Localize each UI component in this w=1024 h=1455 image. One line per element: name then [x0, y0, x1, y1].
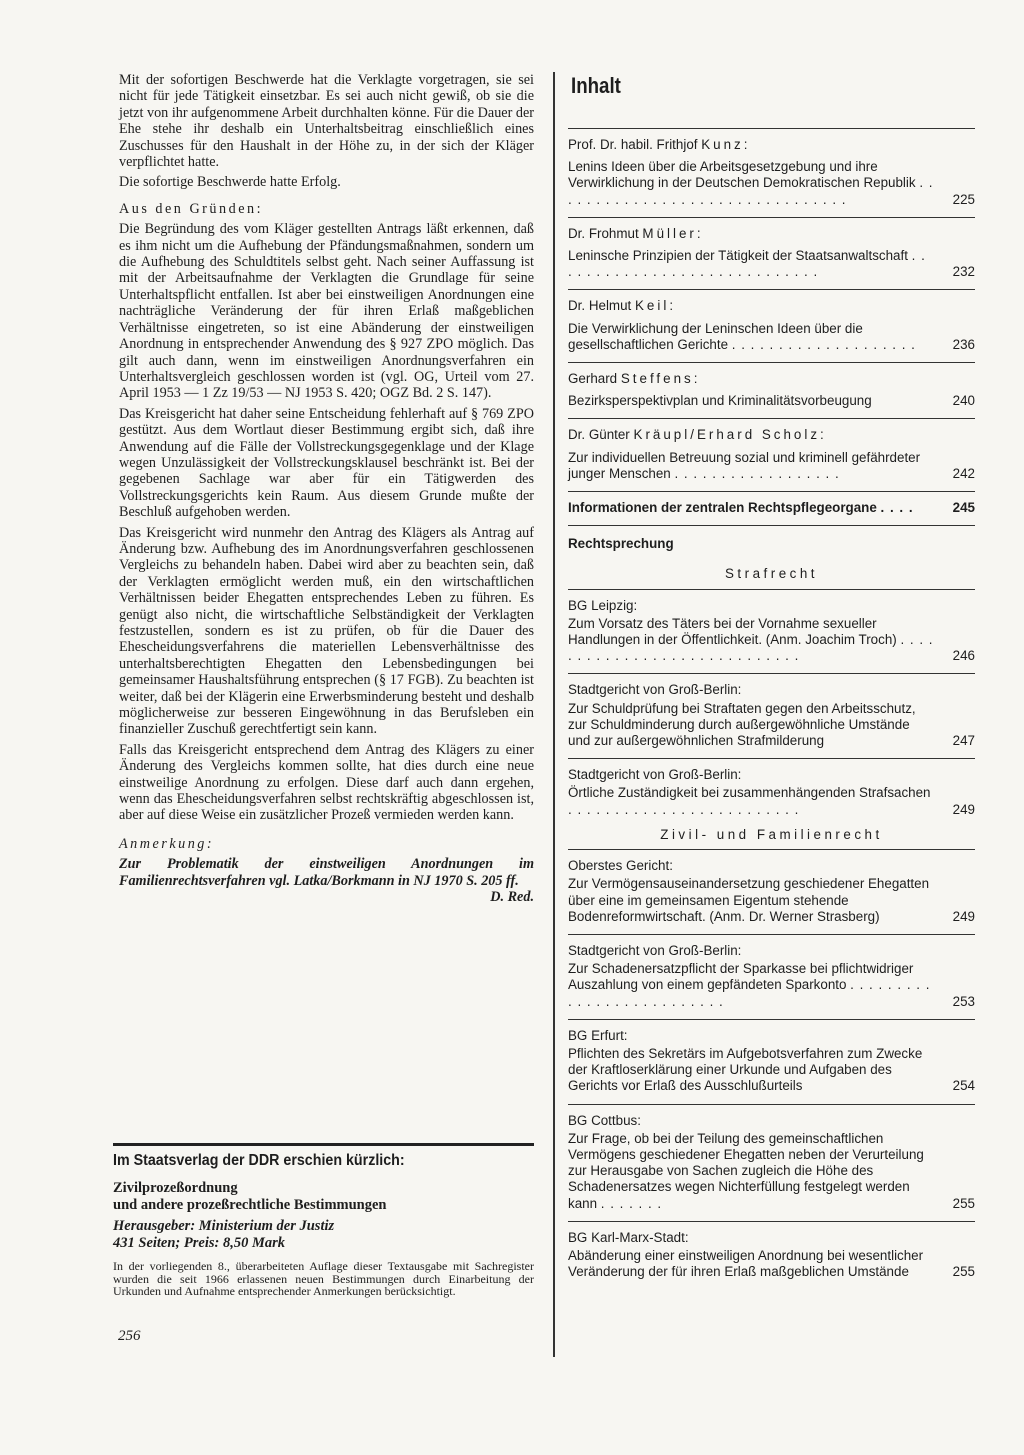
toc-author: Gerhard Steffens: — [568, 371, 698, 387]
toc-entry[interactable] — [568, 589, 975, 665]
toc-entry-text: Zur individuellen Betreuung sozial und kriminell gefährdeter junger Menschen — [568, 449, 921, 481]
toc-entry-title — [568, 1046, 975, 1095]
leader-dots: . . . . . . . . . . . . . . . . . . . . . . . . . . . . . — [568, 248, 926, 280]
leader-dots: . . . . . . . . . . . . . . . . . . . . . . . . . . . . . . . . — [568, 175, 934, 207]
toc-entry-text: Zur Schuldprüfung bei Straftaten gegen den Arbeitsschutz, zur Schuldminderung durch außergewöhnliche Umstände und zur außergewöhnlichen Strafmilderung — [568, 700, 916, 749]
toc-entry-text: Zur Schadenersatzpflicht der Sparkasse bei pflichtwidriger Auszahlung von einem gepfändeten Sparkonto — [568, 961, 914, 993]
toc-page-number: 247 — [952, 733, 975, 749]
left-column-article — [119, 72, 534, 906]
toc-entry-title — [568, 1248, 975, 1280]
toc-page-number: 246 — [952, 648, 975, 664]
toc-page-number: 254 — [952, 1078, 975, 1094]
book-title-line: und andere prozeßrechtliche Bestimmungen — [113, 1197, 387, 1213]
toc-page-number: 225 — [952, 191, 975, 207]
subsection-heading-zivilrecht: Zivil- und Familienrecht — [660, 826, 883, 842]
toc-page-number: 236 — [952, 336, 975, 352]
author-prefix: Dr. Frohmut — [568, 225, 639, 241]
toc-entry[interactable] — [568, 1019, 975, 1095]
page-number: 256 — [118, 1328, 141, 1344]
toc-entry[interactable] — [568, 673, 975, 749]
toc-entry-text: Leninsche Prinzipien der Tätigkeit der Staatsanwaltschaft — [568, 248, 908, 264]
author-prefix: Gerhard — [568, 371, 618, 387]
article-paragraph: Falls das Kreisgericht entsprechend dem Antrag des Klägers zu einer Änderung des Vergleichs kommen sollte, hat dies durch eine neue einstweilige Anordnung zu erfolgen. Diese darf auch dann ergehen, wenn das Ehescheidungsverfahren selbst rechtskräftig abgeschlossen ist, aber auf diese Weise ein zusätzlicher Prozeß vermieden werden kann. — [119, 741, 534, 824]
author-surname: Keil — [634, 298, 670, 314]
toc-entry-title — [568, 393, 975, 409]
toc-court: BG Karl-Marx-Stadt: — [568, 1229, 689, 1245]
toc-page-number: 245 — [952, 500, 975, 516]
book-meta — [113, 1218, 534, 1252]
leader-dots: . . . . . . . . . . . . . . . . . . . . . . . . . . . . . — [568, 632, 934, 664]
toc-entry-title — [568, 159, 975, 208]
leader-dots: . . . . . . . . . . . . . . . . . . — [674, 465, 840, 481]
table-of-contents — [553, 72, 975, 1357]
toc-entry[interactable] — [568, 128, 975, 208]
author-prefix: Dr. Helmut — [568, 298, 632, 314]
leader-dots: . . . . . . . . . . . . . . . . . . . . . . . . . — [568, 801, 800, 817]
section-heading-rechtsprechung: Rechtsprechung — [568, 525, 975, 552]
toc-entry[interactable] — [568, 217, 975, 281]
toc-entry-text: Zum Vorsatz des Täters bei der Vornahme sexueller Handlungen in der Öffentlichkeit. (Anm. Joachim Troch) — [568, 615, 897, 648]
toc-court: Stadtgericht von Groß-Berlin: — [568, 767, 742, 783]
article-paragraph: Die sofortige Beschwerde hatte Erfolg. — [119, 174, 341, 191]
toc-page-number: 255 — [952, 1264, 975, 1280]
toc-entry-title — [568, 321, 975, 353]
toc-page-number: 242 — [952, 465, 975, 481]
article-paragraph: Das Kreisgericht wird nunmehr den Antrag des Klägers als Antrag auf Änderung bzw. Aufhebung des im Anordnungsverfahren geschlossenen Vergleichs zu behandeln haben. Dabei wird aber zu beachten sein, daß der Verklagten ermöglicht werden muß, ein den wirtschaftlichen Verhältnissen beider Ehegatten entsprechendes Leben zu führen. Es genügt also nicht, die wirtschaftliche Selbständigkeit der Verklagten festzustellen, sondern es ist zu prüfen, ob für die Dauer des Ehescheidungsverfahrens die materiellen Lebensverhältnisse des unterhaltsberechtigten Ehegatten den Lebensbedingungen bei gemeinsamer Haushaltsführung entsprechen (§ 17 FGB). Zu beachten ist weiter, daß bei der Klägerin eine Erwerbsminderung besteht und deshalb möglicherweise zur besseren Eingewöhnung in das Berufsleben ein finanzieller Zuschuß gerechtfertigt sein kann. — [119, 524, 534, 738]
toc-author: Prof. Dr. habil. Frithjof Kunz: — [568, 137, 748, 152]
toc-author: Dr. Günter Kräupl/Erhard Scholz: — [568, 427, 824, 443]
toc-entry-text: Lenins Ideen über die Arbeitsgesetzgebung und ihre Verwirklichung in der Deutschen Demokratischen Republik — [568, 159, 916, 191]
toc-entry-text: Abänderung einer einstweiligen Anordnung bei wesentlicher Veränderung der für ihren Erlaß maßgeblichen Umstände — [568, 1247, 924, 1280]
leader-dots: . . . . . . . . . . . . . . . . . . . . . . . . . . — [568, 977, 931, 1009]
note-body: Zur Problematik der einstweiligen Anordnungen im Familienrechtsverfahren vgl. Latka/Borkmann in NJ 1970 S. 205 ff. — [119, 856, 534, 889]
toc-page-number: 249 — [952, 801, 975, 817]
book-publisher: Herausgeber: Ministerium der Justiz — [113, 1218, 335, 1234]
note-signature: D. Red. — [490, 889, 534, 906]
toc-entry-title — [568, 248, 975, 280]
leader-dots: . . . . . . . — [600, 1195, 663, 1211]
toc-entry[interactable] — [568, 491, 975, 516]
toc-entry[interactable] — [568, 1221, 975, 1281]
toc-entry[interactable] — [568, 289, 975, 353]
toc-page-number: 240 — [952, 393, 975, 409]
toc-entry-text: Die Verwirklichung der Leninschen Ideen über die gesellschaftlichen Gerichte — [568, 320, 863, 352]
toc-entry-text: Zur Frage, ob bei der Teilung des gemeinschaftlichen Vermögens geschiedener Ehegatten neben der Verurteilung zur Herausgabe von Sachen zugleich die Höhe des Schadenersatzes wegen Nichterfüllung festgelegt werden kann — [568, 1130, 924, 1211]
publisher-announcement — [113, 1143, 534, 1298]
toc-entry-title — [568, 450, 975, 482]
leader-dots: . . . . . . . . . . . . . . . . . . . . — [731, 336, 916, 352]
author-surname: Müller — [642, 225, 697, 241]
grounds-heading: Aus den Gründen: — [119, 200, 264, 217]
toc-entry-text: Zur Vermögensauseinandersetzung geschiedener Ehegatten über eine im gemeinsamen Eigentum stehende Bodenreformwirtschaft. (Anm. Dr. Werner Strasberg) — [568, 876, 930, 924]
article-paragraph: Mit der sofortigen Beschwerde hat die Verklagte vorgetragen, sie sei nicht für jede Tätigkeit einsetzbar. Es sei auch nicht gewiß, ob sie die jetzt von ihr aufgenommene Arbeit durchhalten könne. Für die Dauer der Ehe stehe ihr deshalb ein Unterhaltsbeitrag einschließlich eines Zuschusses für den Haushalt in der Höhe zu, in der sich der Kläger verpflichtet hatte. — [119, 72, 534, 171]
toc-court: Oberstes Gericht: — [568, 858, 673, 874]
article-paragraph: Das Kreisgericht hat daher seine Entscheidung fehlerhaft auf § 769 ZPO gestützt. Aus dem Wortlaut dieser Bestimmung ergibt sich, daß ihre Anwendung auf die Fälle der Vollstreckungsgegenklage und der Klage wegen Unzulässigkeit der Vollstreckungsklausel beschränkt ist. Bei der gegebenen Sachlage war aber für ein Tätigwerden des Vollstreckungsgerichts kein Raum. Aus diesem Grunde mußte der Beschluß aufgehoben werden. — [119, 405, 534, 521]
book-description: In der vorliegenden 8., überarbeiteten Auflage dieser Textausgabe mit Sachregister wurden die seit 1966 erlassenen neuen Bestimmungen durch Einarbeitung der Urkunden und Aufnahme entsprechender Anmerkungen berücksichtigt. — [113, 1259, 534, 1298]
book-title — [113, 1180, 534, 1214]
toc-page-number: 255 — [952, 1195, 975, 1211]
toc-page-number: 232 — [952, 264, 975, 280]
toc-entry-text: Bezirksperspektivplan und Kriminalitätsvorbeugung — [568, 393, 872, 409]
author-surname: Steffens — [620, 371, 694, 387]
toc-entry[interactable] — [568, 758, 975, 818]
article-paragraph: Die Begründung des vom Kläger gestellten Antrags läßt erkennen, daß es ihm nicht um die Aufhebung der Pfändungsmaßnahmen, sondern um die Aufhebung des Schuldtitels selbst geht. Nach seiner Auffassung ist mit der Arbeitsaufnahme der Verklagten die Grundlage für seine Unterhaltspflicht entfallen. Ist aber bei einstweiligen Anordnungen eine nachträgliche Veränderung der für ihren Erlaß maßgeblichen Verhältnisse eingetreten, so ist eine Abänderung der einstweiligen Anordnung in entsprechender Anwendung des § 927 ZPO möglich. Das gilt auch dann, wenn im einstweiligen Anordnungsverfahren ein Unterhaltsvergleich geschlossen worden ist (vgl. OG, Urteil vom 27. April 1953 — 1 Zz 19/53 — NJ 1953 S. 420; OGZ Bd. 2 S. 147). — [119, 221, 534, 402]
toc-entry-text: Örtliche Zuständigkeit bei zusammenhängenden Strafsachen — [568, 785, 931, 801]
leader-dots: . . . . — [880, 500, 914, 516]
author-surname: Kunz — [701, 137, 744, 152]
toc-entry-title — [568, 701, 975, 750]
toc-entry[interactable] — [568, 934, 975, 1010]
toc-entry-title — [568, 616, 975, 665]
author-prefix: Prof. Dr. habil. Frithjof — [568, 137, 698, 152]
toc-court: BG Erfurt: — [568, 1027, 628, 1043]
toc-court: BG Leipzig: — [568, 597, 638, 613]
toc-list — [568, 128, 975, 1289]
author-prefix: Dr. Günter — [568, 427, 630, 443]
subsection-heading-strafrecht: Strafrecht — [724, 566, 819, 582]
book-title-line: Zivilprozeßordnung — [113, 1180, 238, 1196]
toc-entry-title — [568, 876, 975, 925]
announcement-heading: Im Staatsverlag der DDR erschien kürzlich: — [113, 1152, 405, 1169]
toc-entry[interactable] — [568, 1104, 975, 1212]
toc-court: Stadtgericht von Groß-Berlin: — [568, 942, 742, 958]
toc-entry[interactable] — [568, 362, 975, 409]
toc-page-number: 249 — [952, 908, 975, 924]
toc-author: Dr. Frohmut Müller: — [568, 225, 701, 241]
toc-court: BG Cottbus: — [568, 1112, 641, 1128]
toc-entry-title — [568, 785, 975, 817]
toc-entry-text: Pflichten des Sekretärs im Aufgebotsverfahren zum Zwecke der Kraftloserklärung einer Urkunde und Aufgaben des Gerichts vor Erlaß des Ausschlußurteils — [568, 1045, 923, 1094]
book-pages-price: 431 Seiten; Preis: 8,50 Mark — [113, 1235, 285, 1251]
note-heading: Anmerkung: — [119, 835, 215, 852]
toc-page-number: 253 — [952, 993, 975, 1009]
toc-entry-title — [568, 500, 975, 516]
toc-entry[interactable] — [568, 418, 975, 482]
toc-author: Dr. Helmut Keil: — [568, 298, 674, 314]
toc-entry-title — [568, 1131, 975, 1212]
toc-entry[interactable] — [568, 849, 975, 925]
toc-title: Inhalt — [571, 73, 621, 98]
toc-entry-text: Informationen der zentralen Rechtspflegeorgane — [568, 500, 877, 516]
toc-court: Stadtgericht von Groß-Berlin: — [568, 682, 742, 698]
author-surname: Kräupl/Erhard Scholz — [633, 427, 821, 443]
toc-entry-title — [568, 961, 975, 1010]
